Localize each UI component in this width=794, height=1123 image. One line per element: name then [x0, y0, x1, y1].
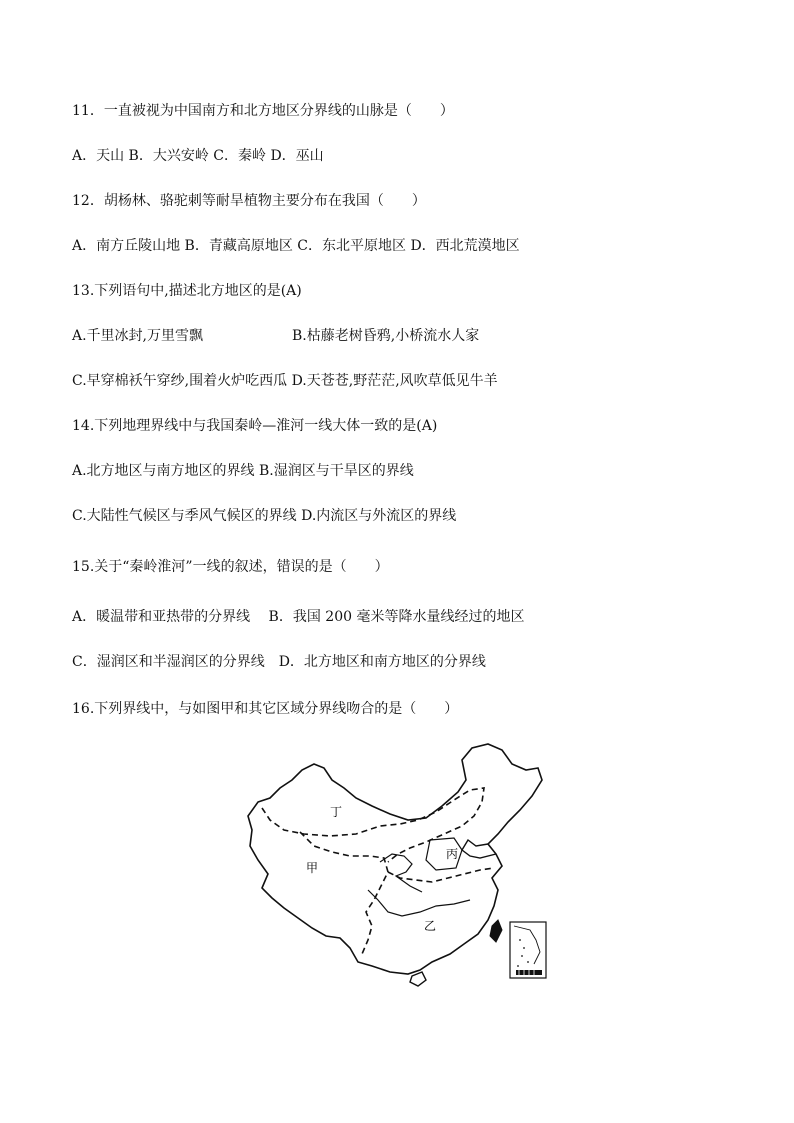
coastline-detail [462, 840, 496, 858]
region-label-bing: 丙 [446, 847, 459, 861]
options-line-15-ab: A．暖温带和亚热带的分界线 B．我国 200 毫米等降水量线经过的地区 [72, 609, 525, 625]
question-line-12: 12．胡杨林、骆驼刺等耐旱植物主要分布在我国（ ） [72, 193, 426, 209]
hainan-island [410, 972, 426, 986]
dashed-boundary-plateau [300, 832, 388, 954]
options-line-14-cd: C.大陆性气候区与季风气候区的界线 D.内流区与外流区的界线 [72, 508, 457, 524]
question-line-11: 11．一直被视为中国南方和北方地区分界线的山脉是（ ） [72, 103, 454, 119]
options-line-15-cd: C．湿润区和半湿润区的分界线 D．北方地区和南方地区的分界线 [72, 654, 486, 670]
region-label-ding: 丁 [330, 805, 343, 819]
south-china-sea-inset [510, 922, 546, 978]
options-line-12: A．南方丘陵山地 B．青藏高原地区 C．东北平原地区 D．西北荒漠地区 [72, 238, 520, 254]
region-label-yi: 乙 [424, 919, 437, 933]
china-map-svg [240, 740, 560, 990]
options-line-13-cd: C.早穿棉袄午穿纱,围着火炉吃西瓜 D.天苍苍,野茫茫,风吹草低见牛羊 [72, 373, 498, 389]
question-line-16: 16.下列界线中，与如图甲和其它区域分界线吻合的是（ ） [72, 701, 459, 717]
river-line [380, 854, 422, 892]
river-line-2 [368, 890, 470, 916]
taiwan-island [490, 920, 502, 942]
question-line-15: 15.关于“秦岭淮河”一线的叙述，错误的是（ ） [72, 559, 389, 575]
question-line-13: 13.下列语句中,描述北方地区的是(A) [72, 283, 302, 299]
china-regions-map [240, 740, 560, 990]
region-label-jia: 甲 [306, 861, 319, 875]
country-outline [248, 744, 542, 974]
options-line-13-ab: A.千里冰封,万里雪飘 B.枯藤老树昏鸦,小桥流水人家 [72, 328, 480, 344]
options-line-14-ab: A.北方地区与南方地区的界线 B.湿润区与干旱区的界线 [72, 463, 414, 479]
options-line-11: A．天山 B．大兴安岭 C．秦岭 D．巫山 [72, 148, 324, 164]
question-line-14: 14.下列地理界线中与我国秦岭—淮河一线大体一致的是(A) [72, 418, 438, 434]
